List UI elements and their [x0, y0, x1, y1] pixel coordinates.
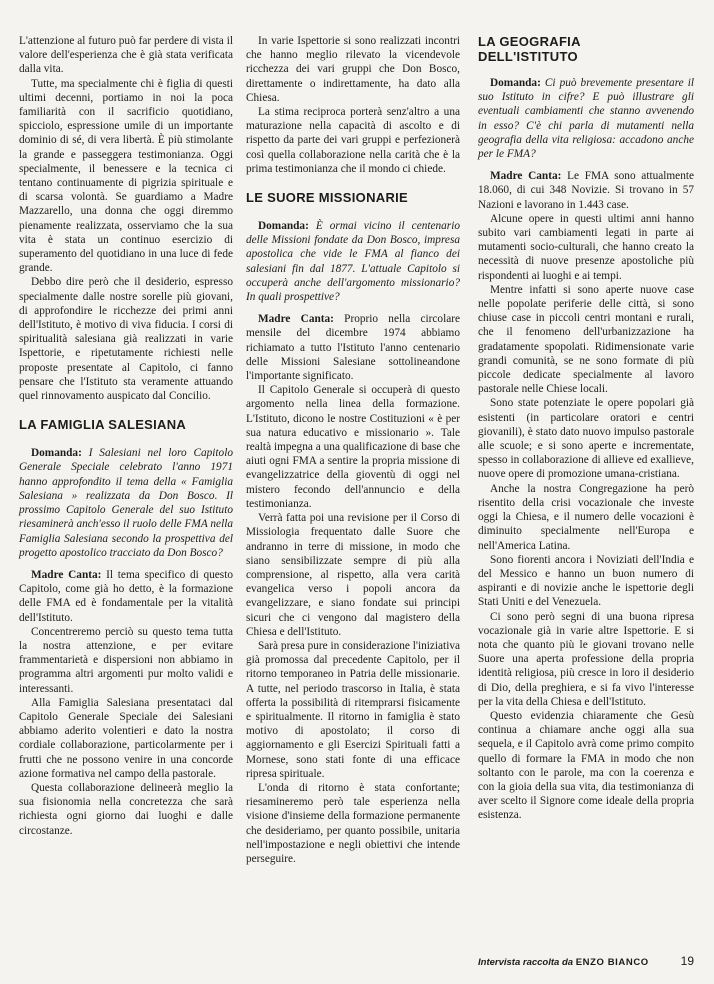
answer-text: Le FMA sono attualmente 18.060, di cui 348 Novizie. Si trovano in 57 Nazioni e lavorano in 1.443 case.: [478, 170, 694, 211]
paragraph: Ci sono però segni di una buona ripresa vocazionale già in varie altre Ispettorie. E si nota che quanto più le giovani trovano nelle Suore una aperta professione della propria identità religiosa, più cresce in loro il desiderio di Dio, della preghiera, e si fa vivo l'interesse per la vita della Chiesa e dell'Istituto.: [478, 610, 694, 708]
page-number: 19: [680, 954, 694, 968]
paragraph: In varie Ispettorie si sono realizzati incontri che hanno meglio rilevato la vicendevole ricchezza dei vari gruppi che Don Bosco, direttamente o indirettamente, ha dato alla Chiesa.: [246, 35, 460, 104]
paragraph: L'attenzione al futuro può far perdere di vista il valore dell'esperienza che è già stata verificata dalla vita.: [19, 35, 233, 76]
author-name: ENZO BIANCO: [575, 957, 649, 968]
answer-label: Madre Canta:: [31, 568, 102, 581]
column-1: [19, 34, 233, 838]
paragraph: Il Capitolo Generale si occuperà di questo argomento nella linea della formazione. L'Istituto, dicono le nostre Costituzioni « è per sua natura educativo e missionario ». Tale realtà impegna a una qualificazione di base che aiuti ogni FMA a sentire la propria missione di evangelizzatrice della gioventù di oggi nel mistero fecondo dell'annuncio e della testimonianza.: [246, 384, 460, 510]
answer-label: Madre Canta:: [258, 313, 334, 326]
page-footer: [478, 954, 694, 968]
question-paragraph: [246, 219, 460, 304]
answer-label: Madre Canta:: [490, 170, 562, 183]
paragraph: Concentreremo perciò su questo tema tutta la nostra attenzione, e per evitare frammentarietà e dispersioni non abbiamo in programma altri argomenti pur molto validi e interessanti.: [19, 625, 233, 695]
answer-paragraph: [478, 169, 694, 212]
paragraph: L'onda di ritorno è stata confortante; riesamineremo però tale esperienza nella visione d'insieme della formazione permanente che desideriamo, per quanto possibile, unitaria nell'impostazione e negli obiettivi che intende perseguire.: [246, 781, 460, 865]
paragraph: Alcune opere in questi ultimi anni hanno subito vari cambiamenti legati in parte ai mutamenti socio-culturali, che hanno creato la necessità di nuove presenze apostoliche più rispondenti ai luoghi e ai tempi.: [478, 212, 694, 282]
section-heading-suore-missionarie: LE SUORE MISSIONARIE: [246, 190, 409, 206]
answer-paragraph: [19, 568, 233, 625]
question-text: È ormai vicino il centenario delle Missioni fondate da Don Bosco, impresa apostolica che vide le FMA al fianco dei salesiani fin dal 1877. L'attuale Capitolo si occuperà anche dell'argomento missionario? In quali prospettive?: [246, 220, 460, 304]
answer-text: Il tema specifico di questo Capitolo, come già ho detto, è la formazione delle FMA ed è fondamentale per la vitalità dell'Istituto.: [19, 568, 233, 624]
heading-line-2: DELL'ISTITUTO: [478, 49, 578, 64]
section-heading-geografia: [478, 34, 694, 64]
credit-text: Intervista raccolta da: [478, 957, 574, 968]
question-paragraph: [19, 446, 233, 560]
column-2: [246, 34, 460, 866]
paragraph: Sono fiorenti ancora i Noviziati dell'India e del Messico e hanno un buon numero di aspiranti e di novizie anche le ispettorie degli Stati Uniti e del Venezuela.: [478, 553, 694, 609]
section-heading-famiglia-salesiana: LA FAMIGLIA SALESIANA: [19, 417, 187, 433]
question-label: Domanda:: [31, 447, 82, 460]
paragraph: Sono state potenziate le opere popolari già esistenti (in particolare oratori e centri giovanili), è stato dato nuovo impulso pastorale alle scuole; e si sono aperte e incrementate, spesso in collaborazione di allieve ed exallieve, nuove opere di promozione umana-cristiana.: [478, 397, 694, 481]
paragraph: Questo evidenzia chiaramente che Gesù continua a chiamare anche oggi alla sua sequela, e il Capitolo avrà come primo compito quello di formare la FMA in modo che non soltanto con le parole, ma con la coerenza e con la gioia della sua vita, dia testimonianza di aver scelto il Signore come ideale della propria esistenza.: [478, 709, 694, 822]
answer-text: Proprio nella circolare mensile del dicembre 1974 abbiamo richiamato a tutto l'Istituto l'anno centenario delle Missioni Salesiane sottolineandone l'importante significato.: [246, 313, 460, 383]
paragraph: La stima reciproca porterà senz'altro a una maturazione nella capacità di ascolto e di rispetto da parte dei vari gruppi e perfezionerà così quella collaborazione nella carità che è la prima testimonianza che il mondo ci chiede.: [246, 106, 460, 175]
question-text: Ci può brevemente presentare il suo Istituto in cifre? E può illustrare gli eventuali cambiamenti che stanno avvenendo in esso? C'è chi parla di mutamenti nella geografia della vita religiosa: accadono anche per le FMA?: [478, 77, 694, 161]
column-3: [478, 34, 694, 823]
answer-paragraph: [246, 312, 460, 383]
paragraph: Alla Famiglia Salesiana presentataci dal Capitolo Generale Speciale dei Salesiani abbiamo aderito volentieri e dato la nostra cordiale collaborazione, particolarmente per i frutti che ne possono venire in una concorde azione formativa nel campo della pastorale.: [19, 696, 233, 780]
question-label: Domanda:: [490, 77, 541, 89]
paragraph: Anche la nostra Congregazione ha però risentito della crisi vocazionale che investe oggi la Chiesa, e il numero delle vocazioni è diminuito specialmente nell'Europa e nell'America Latina.: [478, 482, 694, 552]
paragraph: Tutte, ma specialmente chi è figlia di questi ultimi decenni, portiamo in noi la poca familiarità con il sacrificio quotidiano, spicciolo, espressione umile di un importante dominio di sé, di vera libertà. È più stimolante la grande e passeggera testimonianza. Oggi specialmente, il benessere e la tecnica ci tentano continuamente di pigrizia spirituale e di scarsa volontà. Se guardiamo a Madre Mazzarello, una donna che oggi diremmo pienamente realizzata, osserviamo che la sua vita è stata un continuo esercizio di superamento del quotidiano in una luce di fede grande.: [19, 77, 233, 275]
paragraph: Questa collaborazione delineerà meglio la sua fisionomia nella concretezza che sarà richiesta ogni giorno dai luoghi e dalle circostanze.: [19, 781, 233, 837]
question-label: Domanda:: [258, 220, 309, 233]
question-text: I Salesiani nel loro Capitolo Generale Speciale celebrato l'anno 1971 hanno approfondito il tema della « Famiglia Salesiana » realizzata da Don Bosco. Il prossimo Capitolo Generale del suo Istituto riesaminerà anch'esso il ruolo delle FMA nella Famiglia Salesiana secondo la prospettiva del progetto apostolico tracciato da Don Bosco?: [19, 447, 233, 559]
credit-line: [478, 957, 649, 968]
paragraph: Debbo dire però che il desiderio, espresso specialmente dalle nostre sorelle più giovani, di approfondire le ricchezze dei primi anni dell'Istituto, è motivo di viva fiducia. I corsi di spiritualità salesiana già realizzati in varie Ispettorie, e ripetutamente richiesti nelle proposte presentate al Capitolo, ci fanno pensare che l'Istituto sta veramente attuando quel rinnovamento auspicato dal Concilio.: [19, 276, 233, 403]
heading-line-1: LA GEOGRAFIA: [478, 34, 581, 49]
paragraph: Verrà fatta poi una revisione per il Corso di Missiologia frequentato dalle Suore che andranno in terre di missione, in modo che siano sensibilizzate sempre di più alla comprensione, al rispetto, alla vera carità evangelica verso i popoli ancora da evangelizzare, e siano fondate sui principi sicuri che ci vengono dal magistero della Chiesa e dell'Istituto.: [246, 512, 460, 638]
question-paragraph: [478, 76, 694, 161]
paragraph: Sarà presa pure in considerazione l'iniziativa già promossa dal precedente Capitolo, per il ritorno temporaneo in Patria delle missionarie. A tutte, nel periodo trascorso in Italia, è stata offerta la possibilità di ritemprarsi fisicamente e spiritualmente. Il ritorno in famiglia è stato motivo di apostolato; il corso di aggiornamento e gli Esercizi Spirituali fatti a Mornese, sono stati fonte di una efficace ripresa spirituale.: [246, 639, 460, 780]
paragraph: Mentre infatti si sono aperte nuove case nelle popolate periferie delle città, si sono chiuse case in piccoli centri montani e rurali, che il fenomeno dell'urbanizzazione ha gradatamente spopolati. Ridimensionate varie grandi comunità, se ne sono formate di più piccole dedicate specialmente al lavoro pastorale nelle Chiese locali.: [478, 283, 694, 396]
